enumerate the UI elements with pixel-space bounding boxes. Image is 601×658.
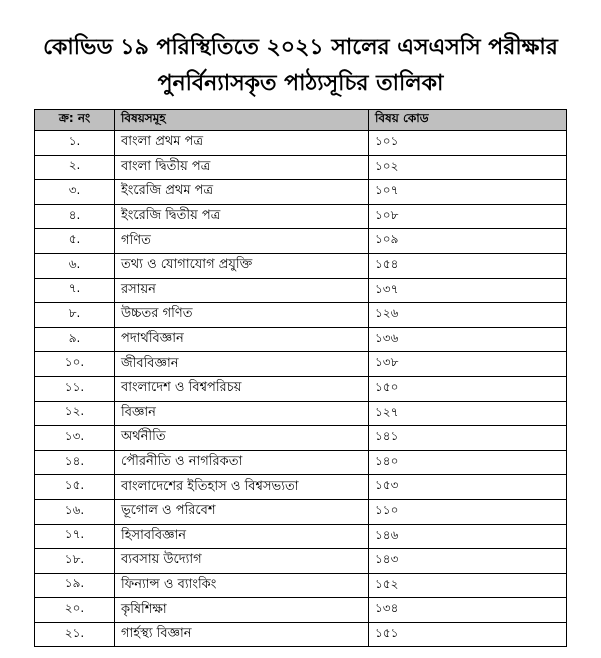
code-cell: ১৩৬	[369, 327, 567, 352]
subject-cell: গণিত	[115, 229, 369, 254]
serial-cell: ১৩.	[35, 426, 115, 451]
table-row	[35, 327, 567, 352]
table-row	[35, 204, 567, 229]
code-cell: ১৫১	[369, 622, 567, 647]
table-row	[35, 450, 567, 475]
table-row	[35, 598, 567, 623]
subject-cell: উচ্চতর গণিত	[115, 303, 369, 328]
table-row	[35, 278, 567, 303]
subject-cell: গার্হস্থ্য বিজ্ঞান	[115, 622, 369, 647]
subject-cell: বাংলা দ্বিতীয় পত্র	[115, 155, 369, 180]
serial-cell: ৪.	[35, 204, 115, 229]
table-row	[35, 426, 567, 451]
serial-cell: ১.	[35, 131, 115, 156]
syllabus-table	[34, 109, 567, 647]
serial-cell: ১৭.	[35, 524, 115, 549]
serial-cell: ২১.	[35, 622, 115, 647]
table-row	[35, 131, 567, 156]
subject-cell: ভূগোল ও পরিবেশ	[115, 499, 369, 524]
table-row	[35, 376, 567, 401]
code-cell: ১৩৪	[369, 598, 567, 623]
serial-cell: ৬.	[35, 253, 115, 278]
table-row	[35, 352, 567, 377]
subject-cell: বাংলাদেশের ইতিহাস ও বিশ্বসভ্যতা	[115, 475, 369, 500]
subject-cell: বিজ্ঞান	[115, 401, 369, 426]
code-cell: ১২৭	[369, 401, 567, 426]
code-cell: ১০৭	[369, 180, 567, 205]
code-cell: ১২৬	[369, 303, 567, 328]
page-title-line-1: কোভিড ১৯ পরিস্থিতিতে ২০২১ সালের এসএসসি পরীক্ষার	[43, 35, 558, 60]
code-cell: ১৪৬	[369, 524, 567, 549]
serial-cell: ৮.	[35, 303, 115, 328]
table-row	[35, 622, 567, 647]
table-row	[35, 253, 567, 278]
code-cell: ১৫৩	[369, 475, 567, 500]
column-header-code: বিষয় কোড	[369, 110, 567, 131]
column-header-subject: বিষয়সমূহ	[115, 110, 369, 131]
page-title-line-2: পুনর্বিন্যাসকৃত পাঠ্যসূচির তালিকা	[157, 71, 444, 96]
code-cell: ১৪১	[369, 426, 567, 451]
serial-cell: ১২.	[35, 401, 115, 426]
subject-cell: হিসাববিজ্ঞান	[115, 524, 369, 549]
code-cell: ১০২	[369, 155, 567, 180]
page-title	[0, 30, 601, 102]
serial-cell: ৩.	[35, 180, 115, 205]
table-header-row	[35, 110, 567, 131]
code-cell: ১০৮	[369, 204, 567, 229]
table-body	[35, 131, 567, 647]
table-row	[35, 303, 567, 328]
serial-cell: ৭.	[35, 278, 115, 303]
table-row	[35, 524, 567, 549]
code-cell: ১৪০	[369, 450, 567, 475]
code-cell: ১১০	[369, 499, 567, 524]
table-row	[35, 401, 567, 426]
subject-cell: ফিন্যান্স ও ব্যাংকিং	[115, 573, 369, 598]
subject-cell: অর্থনীতি	[115, 426, 369, 451]
subject-cell: রসায়ন	[115, 278, 369, 303]
code-cell: ১৩৭	[369, 278, 567, 303]
serial-cell: ৯.	[35, 327, 115, 352]
subject-cell: ইংরেজি প্রথম পত্র	[115, 180, 369, 205]
table-row	[35, 499, 567, 524]
serial-cell: ১০.	[35, 352, 115, 377]
table-row	[35, 573, 567, 598]
table-row	[35, 180, 567, 205]
serial-cell: ২০.	[35, 598, 115, 623]
subject-cell: বাংলা প্রথম পত্র	[115, 131, 369, 156]
column-header-serial: ক্র: নং	[35, 110, 115, 131]
serial-cell: ১৪.	[35, 450, 115, 475]
code-cell: ১৩৮	[369, 352, 567, 377]
serial-cell: ১৫.	[35, 475, 115, 500]
serial-cell: ১১.	[35, 376, 115, 401]
table-row	[35, 475, 567, 500]
subject-cell: পৌরনীতি ও নাগরিকতা	[115, 450, 369, 475]
code-cell: ১০১	[369, 131, 567, 156]
serial-cell: ১৮.	[35, 549, 115, 574]
code-cell: ১০৯	[369, 229, 567, 254]
table-row	[35, 155, 567, 180]
serial-cell: ১৯.	[35, 573, 115, 598]
subject-cell: কৃষিশিক্ষা	[115, 598, 369, 623]
subject-cell: ব্যবসায় উদ্যোগ	[115, 549, 369, 574]
subject-cell: পদার্থবিজ্ঞান	[115, 327, 369, 352]
table-row	[35, 229, 567, 254]
code-cell: ১৫৪	[369, 253, 567, 278]
serial-cell: ৫.	[35, 229, 115, 254]
code-cell: ১৫০	[369, 376, 567, 401]
subject-cell: ইংরেজি দ্বিতীয় পত্র	[115, 204, 369, 229]
serial-cell: ২.	[35, 155, 115, 180]
code-cell: ১৫২	[369, 573, 567, 598]
serial-cell: ১৬.	[35, 499, 115, 524]
subject-cell: তথ্য ও যোগাযোগ প্রযুক্তি	[115, 253, 369, 278]
code-cell: ১৪৩	[369, 549, 567, 574]
table-row	[35, 549, 567, 574]
subject-cell: বাংলাদেশ ও বিশ্বপরিচয়	[115, 376, 369, 401]
subject-cell: জীববিজ্ঞান	[115, 352, 369, 377]
